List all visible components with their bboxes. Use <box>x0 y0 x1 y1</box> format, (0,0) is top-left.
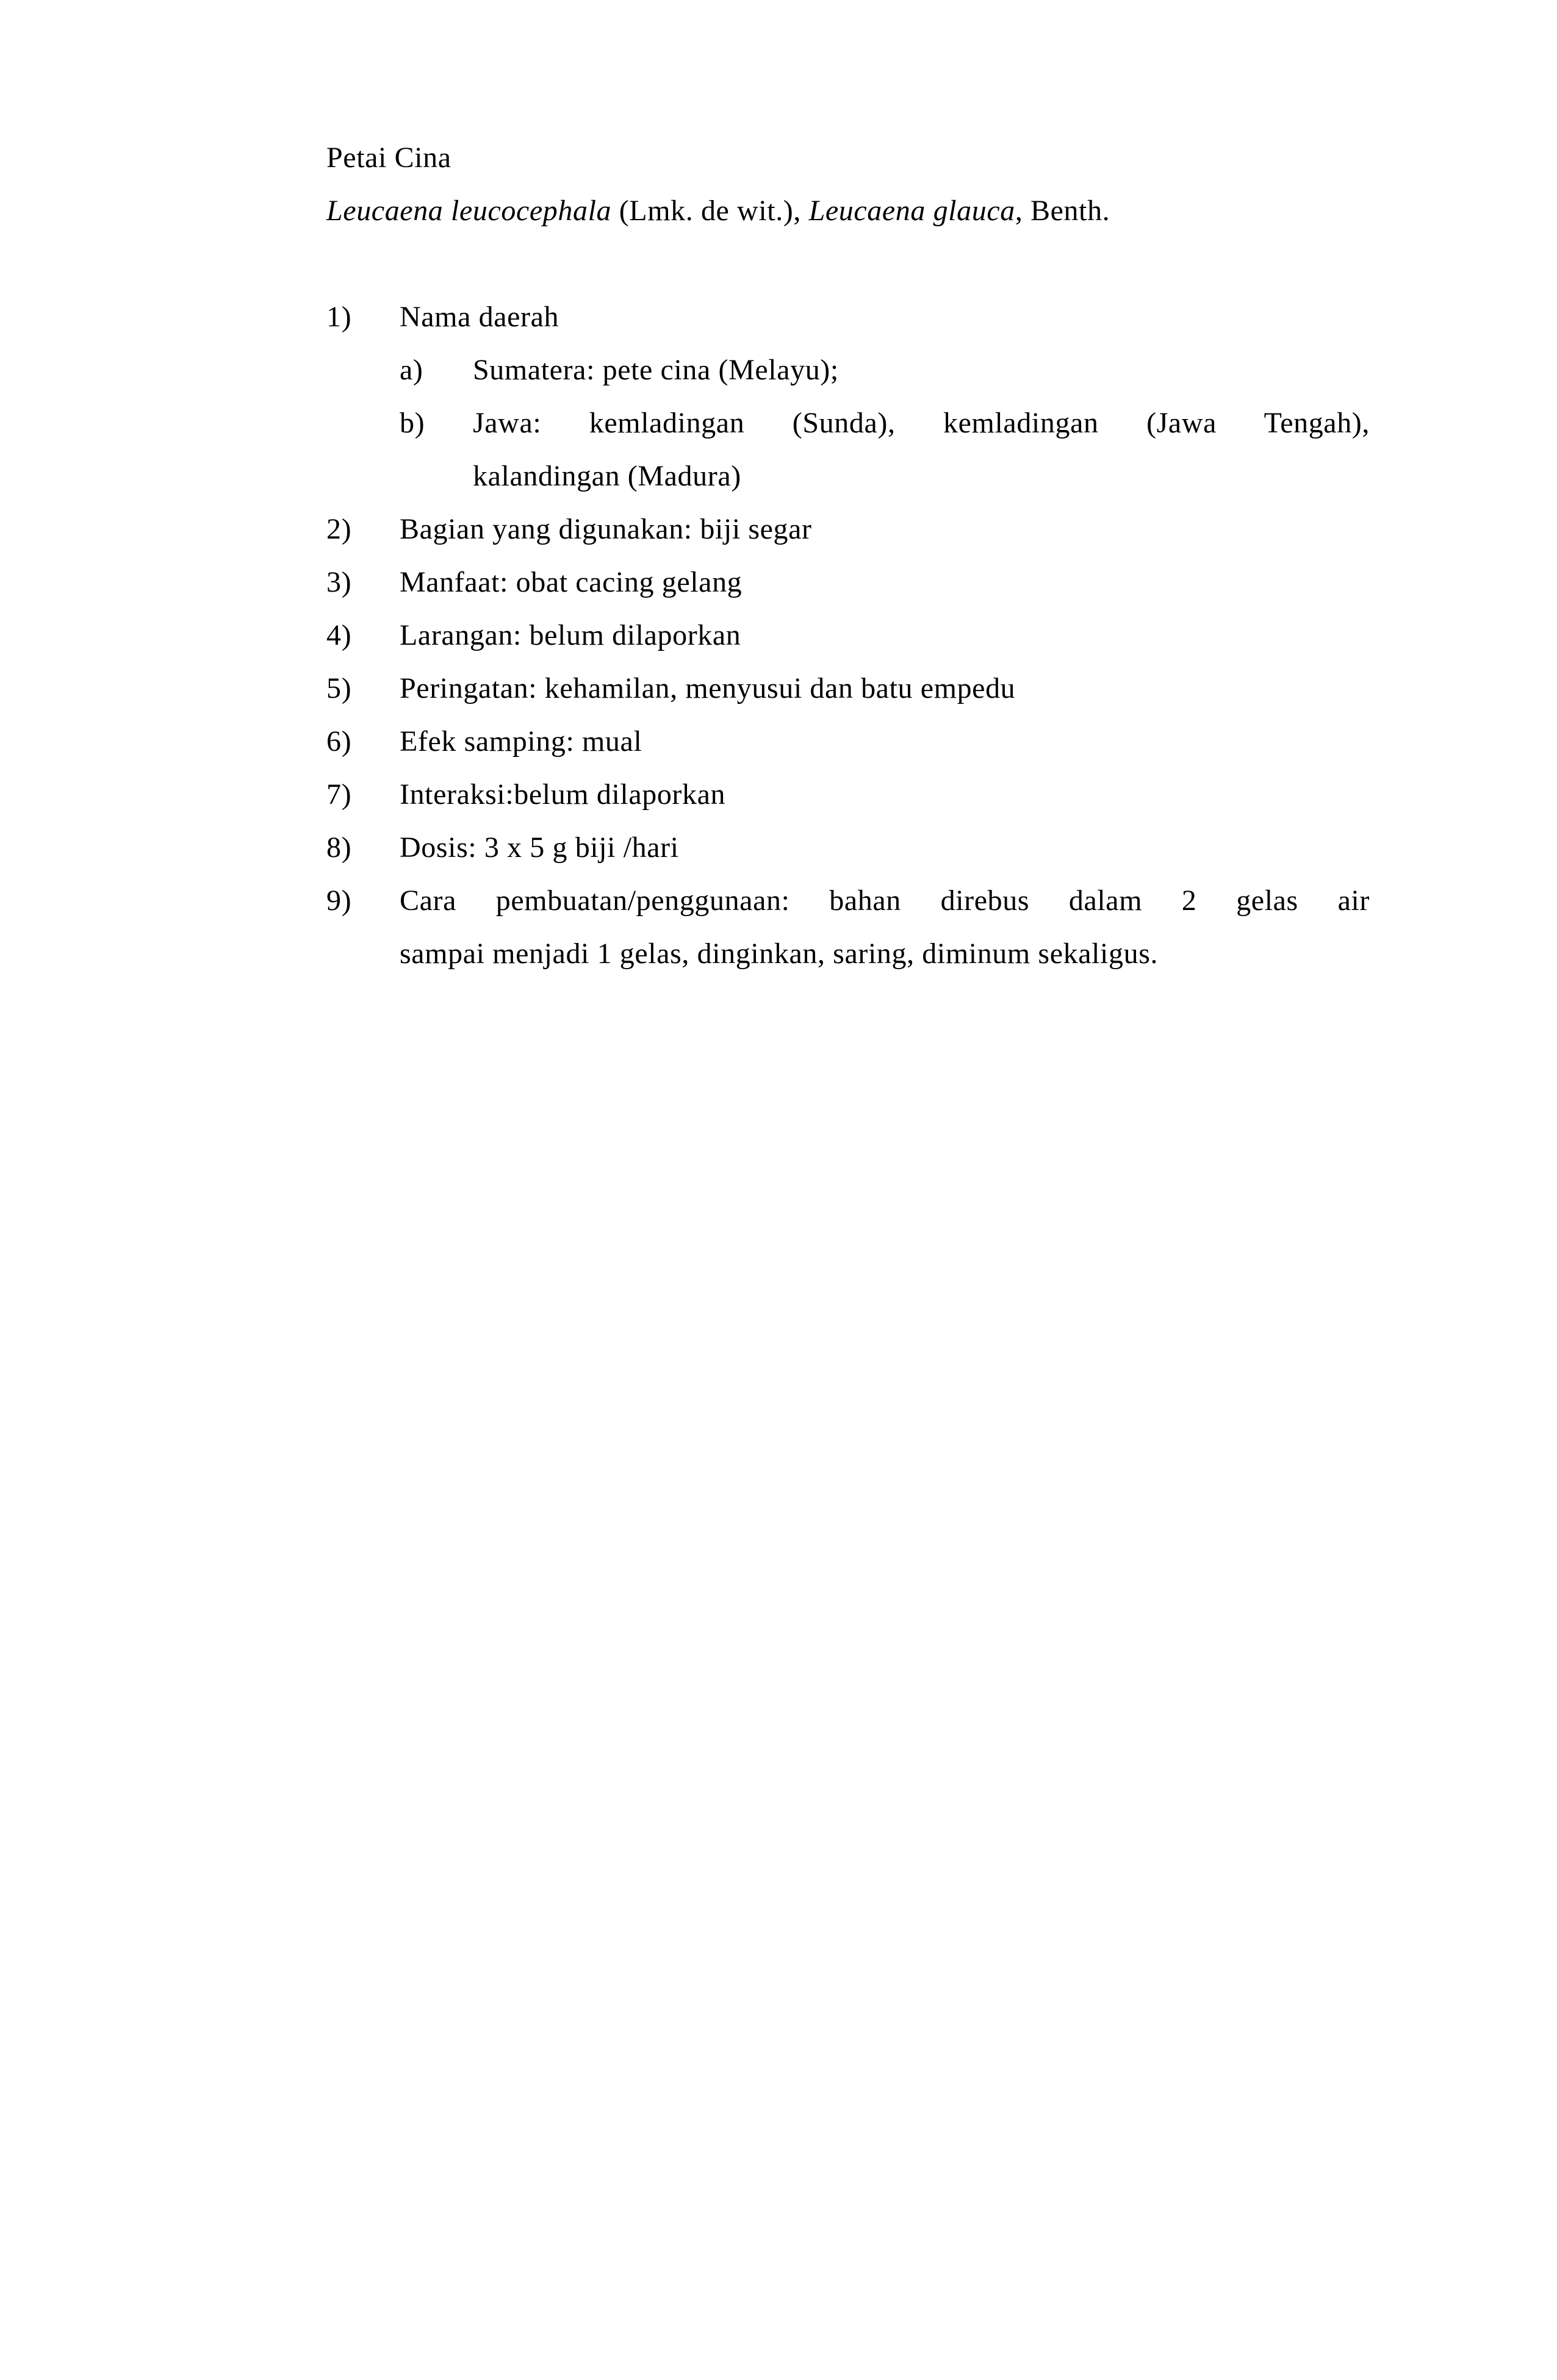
list-marker: 1) <box>326 301 352 333</box>
list-marker: 4) <box>326 619 352 651</box>
latin-species-2: Leucaena glauca <box>808 195 1015 227</box>
list-text: Larangan: belum dilaporkan <box>400 619 741 651</box>
blank-line <box>326 237 1370 290</box>
list-text: Sumatera: pete cina (Melayu); <box>473 354 839 386</box>
document-content <box>326 131 1370 980</box>
list-marker: 5) <box>326 672 352 704</box>
list-text: Interaksi:belum dilaporkan <box>400 778 726 811</box>
page-title: Petai Cina <box>326 142 451 174</box>
list-item-cara-pembuatan <box>326 874 1370 980</box>
list-marker: 7) <box>326 778 352 811</box>
list-text: Manfaat: obat cacing gelang <box>400 566 743 598</box>
latin-authority-2: , Benth. <box>1015 195 1110 227</box>
list-text-line2: sampai menjadi 1 gelas, dinginkan, saring, diminum sekaligus. <box>400 937 1159 970</box>
list-text: Nama daerah <box>400 301 559 333</box>
list-marker: 8) <box>326 831 352 864</box>
list-marker: a) <box>400 354 423 386</box>
list-text <box>473 396 1370 503</box>
list-marker: 3) <box>326 566 352 598</box>
list-marker: 9) <box>326 884 352 917</box>
latin-authority-1: (Lmk. de wit.), <box>611 195 809 227</box>
list-text: Bagian yang digunakan: biji segar <box>400 513 812 545</box>
list-item-peringatan <box>326 662 1370 715</box>
list-text <box>400 874 1370 980</box>
list-item-jawa <box>326 396 1370 503</box>
list-marker: 2) <box>326 513 352 545</box>
list-text-line1: Jawa: kemladingan (Sunda), kemladingan (Jawa Tengah), <box>473 407 1370 439</box>
list-item-nama-daerah <box>326 290 1370 343</box>
latin-name-line <box>326 184 1370 237</box>
list-item-manfaat <box>326 556 1370 609</box>
list-text-line2: kalandingan (Madura) <box>473 460 741 492</box>
list-text: Dosis: 3 x 5 g biji /hari <box>400 831 679 864</box>
list-item-efek-samping <box>326 715 1370 768</box>
list-text: Efek samping: mual <box>400 725 642 758</box>
latin-species-1: Leucaena leucocephala <box>326 195 612 227</box>
list-marker: b) <box>400 407 425 439</box>
list-item-sumatera <box>326 343 1370 396</box>
list-text: Peringatan: kehamilan, menyusui dan batu empedu <box>400 672 1016 704</box>
list-item-larangan <box>326 609 1370 662</box>
list-item-dosis <box>326 821 1370 874</box>
list-text-line1: Cara pembuatan/penggunaan: bahan direbus dalam 2 gelas air <box>400 884 1370 917</box>
list-marker: 6) <box>326 725 352 758</box>
list-item-interaksi <box>326 768 1370 821</box>
list-item-bagian <box>326 503 1370 556</box>
